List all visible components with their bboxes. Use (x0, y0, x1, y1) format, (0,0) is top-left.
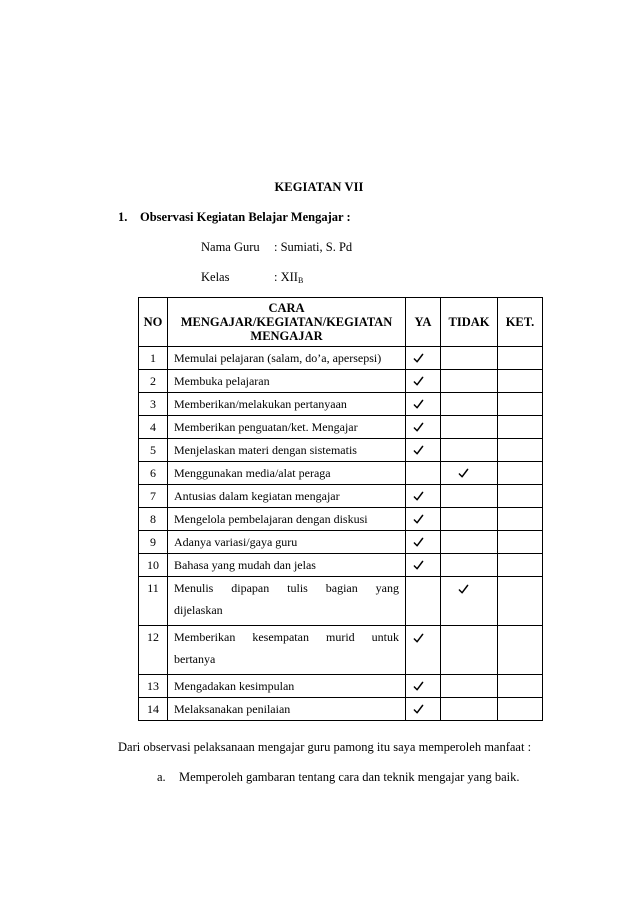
header-ket: KET. (498, 298, 543, 347)
row-description: Melaksanakan penilaian (168, 698, 406, 721)
row-ket-cell (498, 554, 543, 577)
row-description: Memberikan penguatan/ket. Mengajar (168, 416, 406, 439)
row-tidak-cell (441, 462, 498, 485)
table-row (139, 577, 543, 626)
table-row (139, 531, 543, 554)
check-mark-icon (423, 351, 424, 365)
class-subscript: B (297, 276, 304, 285)
row-description-line: Menulis dipapan tulis bagian yang (174, 581, 399, 595)
row-ket-cell (498, 626, 543, 675)
table-row (139, 393, 543, 416)
row-tidak-cell (441, 626, 498, 675)
row-ya-cell (406, 531, 441, 554)
table-row (139, 416, 543, 439)
table-row (139, 508, 543, 531)
row-ya-cell (406, 416, 441, 439)
table-row (139, 698, 543, 721)
check-mark-icon (423, 489, 424, 503)
header-ya: YA (406, 298, 441, 347)
row-number: 8 (139, 508, 168, 531)
header-method-line: MENGAJAR/KEGIATAN/KEGIATAN (180, 315, 393, 329)
class-value: : XII (274, 270, 298, 284)
observation-table (138, 297, 543, 721)
check-mark-icon (423, 630, 424, 644)
row-description (168, 626, 406, 675)
row-ya-cell (406, 577, 441, 626)
row-description-line: bertanya (174, 652, 216, 666)
check-mark-icon (423, 679, 424, 693)
check-mark-icon (423, 512, 424, 526)
row-description: Membuka pelajaran (168, 370, 406, 393)
conclusion-text: Dari observasi pelaksanaan mengajar guru pamong itu saya memperoleh manfaat : (118, 740, 532, 754)
row-tidak-cell (441, 531, 498, 554)
row-ya-cell (406, 698, 441, 721)
row-description: Memulai pelajaran (salam, do’a, apersepsi) (168, 347, 406, 370)
row-description-line: dijelaskan (174, 603, 223, 617)
row-number: 11 (139, 577, 168, 626)
section-heading-text: Observasi Kegiatan Belajar Mengajar : (140, 210, 351, 224)
table-row (139, 485, 543, 508)
table-row (139, 370, 543, 393)
teacher-info-row (201, 240, 352, 255)
row-description: Mengelola pembelajaran dengan diskusi (168, 508, 406, 531)
section-number: 1. (118, 210, 128, 224)
row-ket-cell (498, 416, 543, 439)
row-tidak-cell (441, 675, 498, 698)
row-number: 3 (139, 393, 168, 416)
row-ya-cell (406, 508, 441, 531)
row-description: Memberikan/melakukan pertanyaan (168, 393, 406, 416)
row-ya-cell (406, 462, 441, 485)
check-mark-icon (423, 397, 424, 411)
row-ya-cell (406, 370, 441, 393)
table-header-row (139, 298, 543, 347)
row-number: 9 (139, 531, 168, 554)
row-number: 7 (139, 485, 168, 508)
row-tidak-cell (441, 485, 498, 508)
header-method-line: CARA (268, 301, 305, 315)
row-tidak-cell (441, 554, 498, 577)
header-method-line: MENGAJAR (250, 329, 323, 343)
teacher-label: Nama Guru (201, 240, 260, 254)
row-number: 2 (139, 370, 168, 393)
row-tidak-cell (441, 370, 498, 393)
check-mark-icon (423, 535, 424, 549)
row-number: 14 (139, 698, 168, 721)
benefit-item (157, 770, 520, 785)
row-ket-cell (498, 675, 543, 698)
row-ya-cell (406, 675, 441, 698)
row-description: Adanya variasi/gaya guru (168, 531, 406, 554)
row-number: 10 (139, 554, 168, 577)
table-row (139, 626, 543, 675)
row-ket-cell (498, 485, 543, 508)
row-description-line: Memberikan kesempatan murid untuk (174, 630, 399, 644)
row-ket-cell (498, 508, 543, 531)
class-label: Kelas (201, 270, 230, 284)
table-row (139, 439, 543, 462)
row-description: Menggunakan media/alat peraga (168, 462, 406, 485)
table-row (139, 675, 543, 698)
teacher-value: : Sumiati, S. Pd (274, 240, 353, 254)
row-tidak-cell (441, 393, 498, 416)
table-row (139, 347, 543, 370)
row-tidak-cell (441, 698, 498, 721)
row-ya-cell (406, 393, 441, 416)
table-row (139, 462, 543, 485)
class-info-row (201, 270, 303, 285)
row-ket-cell (498, 393, 543, 416)
row-tidak-cell (441, 439, 498, 462)
row-description: Mengadakan kesimpulan (168, 675, 406, 698)
page-title: KEGIATAN VII (274, 180, 364, 194)
check-mark-icon (423, 558, 424, 572)
row-ket-cell (498, 347, 543, 370)
row-ya-cell (406, 626, 441, 675)
check-mark-icon (423, 702, 424, 716)
row-description: Bahasa yang mudah dan jelas (168, 554, 406, 577)
row-description (168, 577, 406, 626)
row-ya-cell (406, 554, 441, 577)
header-no: NO (139, 298, 168, 347)
row-number: 13 (139, 675, 168, 698)
row-ket-cell (498, 531, 543, 554)
table-body (139, 347, 543, 721)
check-mark-icon (423, 420, 424, 434)
table-row (139, 554, 543, 577)
row-number: 12 (139, 626, 168, 675)
row-description: Antusias dalam kegiatan mengajar (168, 485, 406, 508)
row-number: 6 (139, 462, 168, 485)
row-ya-cell (406, 347, 441, 370)
row-tidak-cell (441, 347, 498, 370)
benefit-text: Memperoleh gambaran tentang cara dan teknik mengajar yang baik. (179, 770, 520, 784)
benefit-marker: a. (157, 770, 166, 784)
header-tidak: TIDAK (441, 298, 498, 347)
check-mark-icon (423, 374, 424, 388)
row-number: 1 (139, 347, 168, 370)
row-tidak-cell (441, 416, 498, 439)
row-ket-cell (498, 698, 543, 721)
row-tidak-cell (441, 577, 498, 626)
row-ya-cell (406, 439, 441, 462)
row-ket-cell (498, 462, 543, 485)
header-method (168, 298, 406, 347)
row-ket-cell (498, 577, 543, 626)
section-heading (118, 210, 351, 225)
row-number: 4 (139, 416, 168, 439)
row-description: Menjelaskan materi dengan sistematis (168, 439, 406, 462)
row-ket-cell (498, 370, 543, 393)
row-tidak-cell (441, 508, 498, 531)
row-number: 5 (139, 439, 168, 462)
row-ket-cell (498, 439, 543, 462)
row-ya-cell (406, 485, 441, 508)
check-mark-icon (423, 443, 424, 457)
